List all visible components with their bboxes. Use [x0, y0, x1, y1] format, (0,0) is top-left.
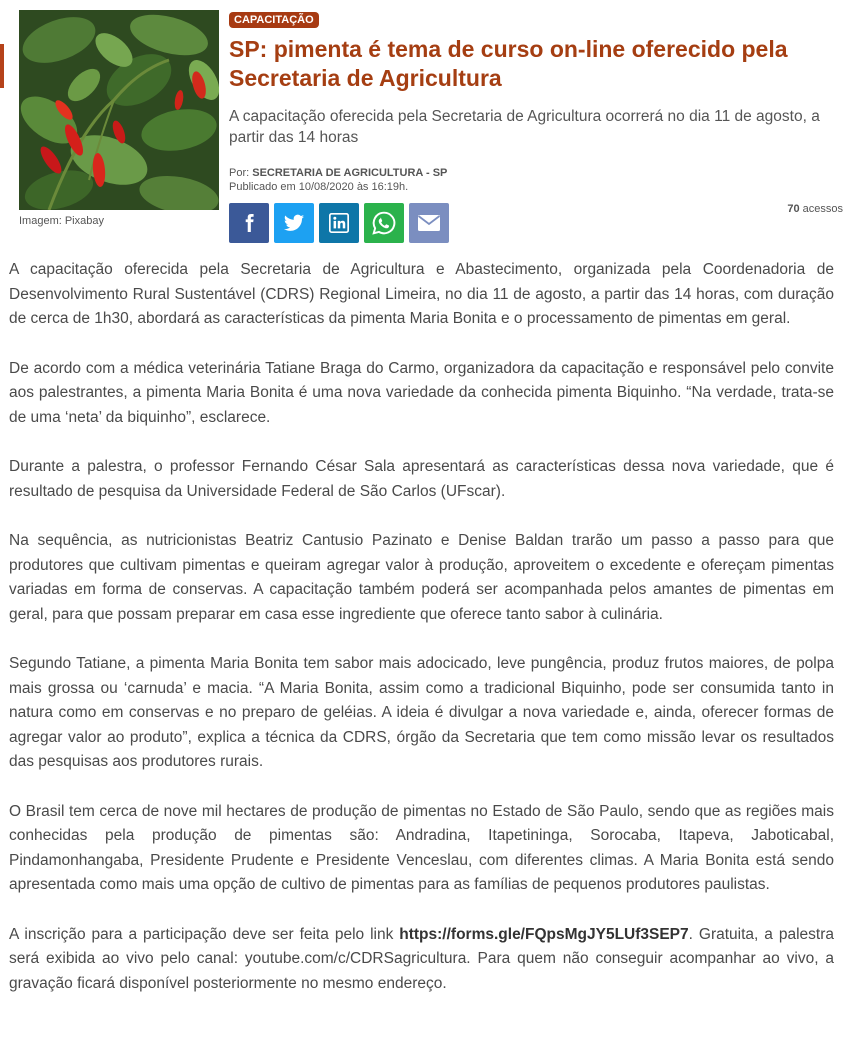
image-credit: Imagem: Pixabay: [19, 215, 104, 227]
article-lead: A capacitação oferecida pela Secretaria de Agricultura ocorrerá no dia 11 de agosto, a partir das 14 horas: [229, 108, 820, 146]
article-meta: [229, 166, 841, 194]
view-label: acessos: [799, 203, 843, 215]
registration-text-after: . Gratuita, a palestra será exibida ao vivo pelo canal: youtube.com/c/CDRSagricultura. Para quem não conseguir acompanhar ao vivo, a gravação ficará disponível posteriormente no mesmo endereço.: [9, 925, 834, 992]
pepper-plant-image: [19, 10, 219, 210]
paragraph: De acordo com a médica veterinária Tatiane Braga do Carmo, organizadora da capacitação e responsável pelo convite aos palestrantes, a pimenta Maria Bonita é uma nova variedade da conhecida pimenta Biquinho. “Na verdade, trata-se de uma ‘neta’ da biquinho”, esclarece.: [9, 359, 834, 426]
author-name: SECRETARIA DE AGRICULTURA - SP: [252, 167, 448, 179]
paragraph: Segundo Tatiane, a pimenta Maria Bonita tem sabor mais adocicado, leve pungência, produz frutos maiores, de polpa mais grossa ou ‘carnuda’ e macia. “A Maria Bonita, assim como a tradicional Biquinho, pode ser consumida tanto in natura como em conservas e no preparo de geléias. A ideia é divulgar a nova variedade e, ainda, oferecer formas de agregar valor ao produto”, explica a técnica da CDRS, órgão da Secretaria que tem como missão levar os resultados das pesquisas aos produtores rurais.: [9, 655, 834, 770]
facebook-share-button[interactable]: [229, 203, 269, 243]
article-image[interactable]: [19, 10, 219, 210]
registration-text-before: A inscrição para a participação deve ser feita pelo link: [9, 925, 400, 943]
article-body: [9, 258, 834, 1021]
twitter-share-button[interactable]: [274, 203, 314, 243]
share-buttons: [229, 203, 454, 243]
paragraph: O Brasil tem cerca de nove mil hectares de produção de pimentas no Estado de São Paulo, sendo que as regiões mais conhecidas pela produção de pimentas são: Andradina, Itapetininga, Sorocaba, Itapeva, Jaboticabal, Pindamonhangaba, Presidente Prudente e Presidente Venceslau, com diferentes climas. A Maria Bonita está sendo apresentada como mais uma opção de cultivo de pimentas para as famílias de pequenos produtores paulistas.: [9, 802, 834, 893]
paragraph: A capacitação oferecida pela Secretaria de Agricultura e Abastecimento, organizada pela Coordenadoria de Desenvolvimento Rural Sustentável (CDRS) Regional Limeira, no dia 11 de agosto, a partir das 14 horas, com duração de cerca de 1h30, abordará as características da pimenta Maria Bonita e o processamento de pimentas em geral.: [9, 261, 834, 327]
author-label: Por:: [229, 167, 253, 179]
email-icon: [417, 214, 441, 232]
whatsapp-share-button[interactable]: [364, 203, 404, 243]
paragraph-registration: [9, 923, 834, 997]
category-badge[interactable]: CAPACITAÇÃO: [229, 12, 319, 28]
article-info: [229, 10, 841, 194]
linkedin-icon: [329, 213, 349, 233]
published-date: Publicado em 10/08/2020 às 16:19h.: [229, 181, 409, 193]
email-share-button[interactable]: [409, 203, 449, 243]
author-line: [229, 166, 841, 180]
view-count: 70: [787, 203, 800, 215]
article-title: SP: pimenta é tema de curso on-line oferecido pela Secretaria de Agricultura: [229, 36, 788, 91]
article-header: [19, 10, 843, 246]
twitter-icon: [282, 212, 306, 234]
registration-link[interactable]: https://forms.gle/FQpsMgJY5LUf3SEP7: [399, 925, 689, 943]
left-accent-bar: [0, 44, 4, 88]
linkedin-share-button[interactable]: [319, 203, 359, 243]
paragraph: Na sequência, as nutricionistas Beatriz Cantusio Pazinato e Denise Baldan trarão um passo a passo para que produtores que cultivam pimentas e queiram agregar valor à produção, aproveitem o excedente e ofereçam pimentas variadas em forma de conservas. A capacitação também poderá ser acompanhada pelos amantes de pimentas em geral, para que possam preparar em casa esse ingrediente que oferece tanto sabor à culinária.: [9, 532, 834, 623]
facebook-icon: [238, 212, 260, 234]
whatsapp-icon: [371, 210, 397, 236]
view-counter: [787, 203, 843, 215]
paragraph: Durante a palestra, o professor Fernando César Sala apresentará as características dessa nova variedade, que é resultado de pesquisa da Universidade Federal de São Carlos (UFscar).: [9, 458, 834, 500]
